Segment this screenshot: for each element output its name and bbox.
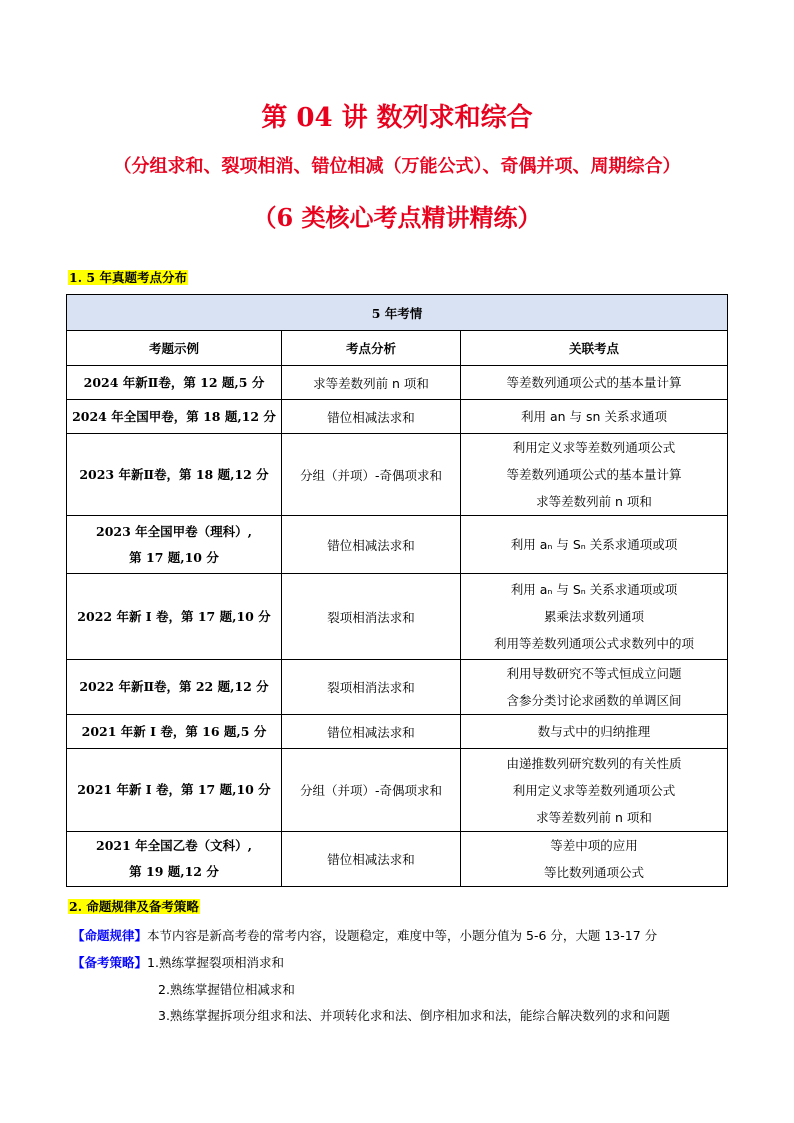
table-row xyxy=(67,660,728,715)
point-cell: 错位相减法求和 xyxy=(282,715,461,749)
page-title: 第 04 讲 数列求和综合 xyxy=(261,103,533,133)
related-cell xyxy=(461,574,728,660)
rule-text: 本节内容是新高考卷的常考内容，设题稳定，难度中等，小题分值为 5-6 分，大题 13-17 分 xyxy=(147,928,658,943)
related-text: 含参分类讨论求函数的单调区间 xyxy=(506,693,682,708)
table-row xyxy=(67,574,728,660)
exam-text: 2023 年新Ⅱ卷，第 18 题,12 分 xyxy=(79,466,269,482)
related-cell xyxy=(461,516,728,574)
table-row xyxy=(67,832,728,887)
section-heading-1: 1. 5 年真题考点分布 xyxy=(69,270,187,285)
exam-text: 2021 年新 I 卷，第 16 题,5 分 xyxy=(81,723,267,739)
exam-cell xyxy=(67,516,282,574)
related-text: 累乘法求数列通项 xyxy=(543,609,644,624)
point-cell: 分组（并项）-奇偶项求和 xyxy=(282,749,461,832)
rule-paragraph xyxy=(72,926,657,944)
table-row xyxy=(67,366,728,400)
related-cell xyxy=(461,434,728,516)
exam-cell xyxy=(67,366,282,400)
point-cell: 裂项相消法求和 xyxy=(282,660,461,715)
exam-cell xyxy=(67,434,282,516)
exam-text: 2021 年全国乙卷（文科）, xyxy=(96,838,252,853)
strategy-item: 1.熟练掌握裂项相消求和 xyxy=(147,955,284,970)
table-row xyxy=(67,715,728,749)
point-cell: 分组（并项）-奇偶项求和 xyxy=(282,434,461,516)
table-row xyxy=(67,516,728,574)
related-text: 等差中项的应用 xyxy=(550,838,638,853)
table-caption: 5 年考情 xyxy=(67,295,728,331)
table-row xyxy=(67,434,728,516)
related-cell xyxy=(461,660,728,715)
exam-cell xyxy=(67,400,282,434)
related-cell xyxy=(461,400,728,434)
point-cell: 裂项相消法求和 xyxy=(282,574,461,660)
column-header: 考点分析 xyxy=(282,331,461,366)
section-heading-2: 2. 命题规律及备考策略 xyxy=(69,899,199,914)
point-cell: 求等差数列前 n 项和 xyxy=(282,366,461,400)
column-header: 关联考点 xyxy=(461,331,728,366)
related-text: 等差数列通项公式的基本量计算 xyxy=(506,375,682,390)
related-text: 利用导数研究不等式恒成立问题 xyxy=(506,666,682,681)
point-cell: 错位相减法求和 xyxy=(282,516,461,574)
related-cell xyxy=(461,832,728,887)
table-row xyxy=(67,400,728,434)
column-header: 考题示例 xyxy=(67,331,282,366)
related-text: 利用 aₙ 与 Sₙ 关系求通项或项 xyxy=(510,537,678,552)
related-text: 等比数列通项公式 xyxy=(543,865,644,880)
related-text: 利用定义求等差数列通项公式 xyxy=(512,782,676,798)
related-text: 利用 aₙ 与 Sₙ 关系求通项或项 xyxy=(510,582,678,597)
related-cell xyxy=(461,366,728,400)
table-row xyxy=(67,749,728,832)
strategy-paragraph xyxy=(72,953,284,971)
related-text: 求等差数列前 n 项和 xyxy=(536,809,652,825)
exam-cell xyxy=(67,715,282,749)
exam-cell xyxy=(67,749,282,832)
related-cell xyxy=(461,749,728,832)
exam-cell xyxy=(67,832,282,887)
exam-text: 2022 年新Ⅱ卷，第 22 题,12 分 xyxy=(79,679,269,694)
page-subtitle: （分组求和、裂项相消、错位相减（万能公式）、奇偶并项、周期综合） xyxy=(113,156,681,177)
related-text: 利用 an 与 sn 关系求通项 xyxy=(521,409,667,424)
exam-table xyxy=(66,294,728,887)
related-text: 求等差数列前 n 项和 xyxy=(536,494,652,509)
exam-text: 2023 年全国甲卷（理科）, xyxy=(96,523,252,539)
exam-cell xyxy=(67,574,282,660)
exam-text: 2022 年新 I 卷，第 17 题,10 分 xyxy=(77,608,271,624)
exam-cell xyxy=(67,660,282,715)
point-cell: 错位相减法求和 xyxy=(282,400,461,434)
exam-text: 第 19 题,12 分 xyxy=(129,864,219,879)
related-cell xyxy=(461,715,728,749)
related-text: 等差数列通项公式的基本量计算 xyxy=(506,467,682,482)
related-text: 数与式中的归纳推理 xyxy=(537,724,651,739)
point-cell: 错位相减法求和 xyxy=(282,832,461,887)
exam-text: 第 17 题,10 分 xyxy=(129,549,219,565)
related-text: 由递推数列研究数列的有关性质 xyxy=(506,755,682,771)
strategy-tag: 【备考策略】 xyxy=(72,955,148,970)
strategy-item: 2.熟练掌握错位相减求和 xyxy=(158,982,295,997)
rule-tag: 【命题规律】 xyxy=(72,928,148,943)
exam-text: 2021 年新 I 卷，第 17 题,10 分 xyxy=(77,782,271,797)
exam-text: 2024 年新Ⅱ卷，第 12 题,5 分 xyxy=(83,374,265,390)
page-subtitle-2: （6 类核心考点精讲精练） xyxy=(252,203,542,232)
related-text: 利用等差数列通项公式求数列中的项 xyxy=(493,636,694,651)
exam-text: 2024 年全国甲卷，第 18 题,12 分 xyxy=(72,408,276,424)
related-text: 利用定义求等差数列通项公式 xyxy=(512,440,676,455)
strategy-item: 3.熟练掌握拆项分组求和法、并项转化求和法、倒序相加求和法，能综合解决数列的求和问题 xyxy=(158,1008,670,1023)
